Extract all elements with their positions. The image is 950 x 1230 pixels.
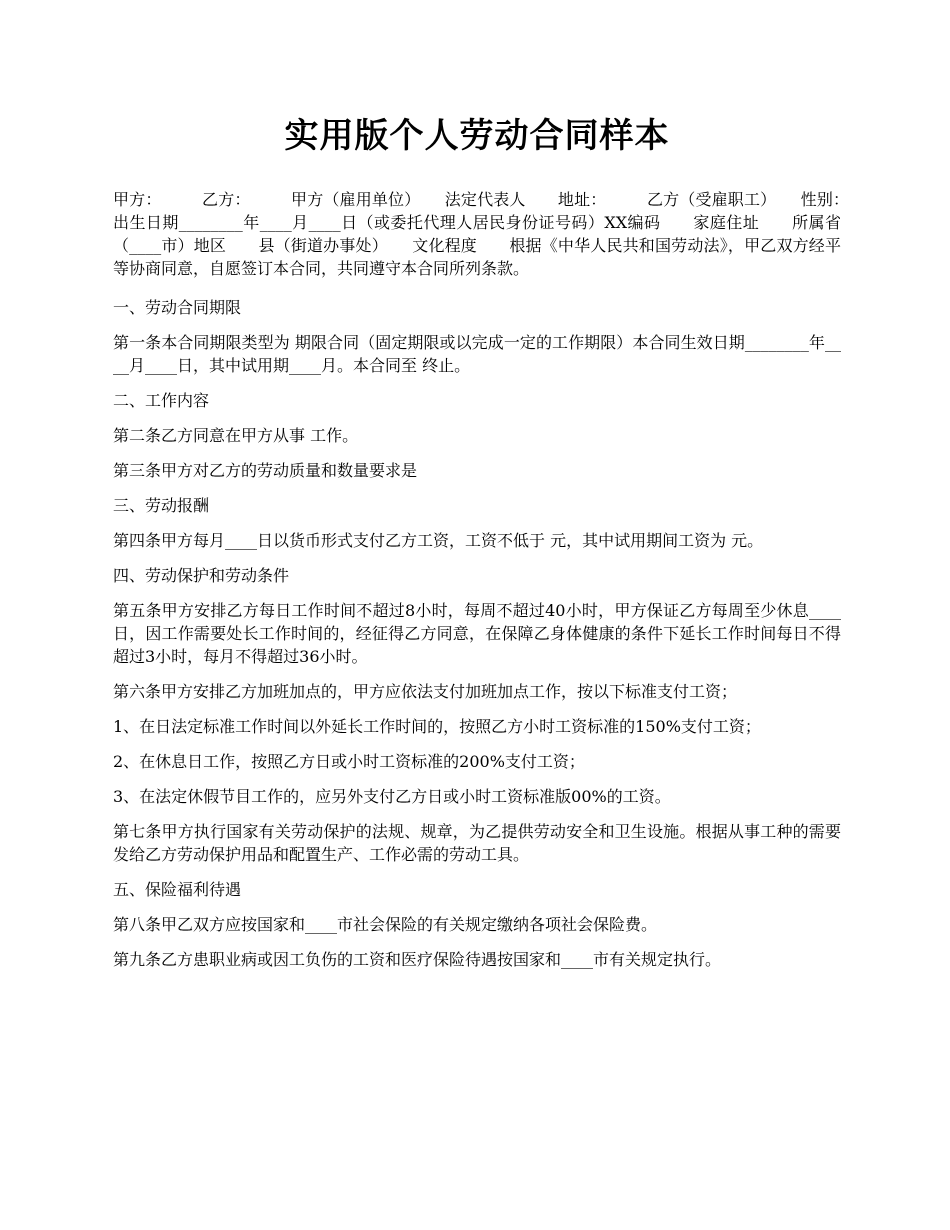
overtime-rule-3: 3、在法定休假节目工作的，应另外支付乙方日或小时工资标准版00%的工资。: [113, 787, 671, 806]
section-heading-contract-term: 一、劳动合同期限: [113, 298, 242, 317]
document-page: [113, 112, 890, 983]
article-5-paragraph: 第五条甲方安排乙方每日工作时间不超过8小时，每周不超过40小时，甲方保证乙方每周至少休息____日，因工作需要处长工作时间的，经征得乙方同意，在保障乙身体健康的条件下延长工作时间每日不得超过3小时，每月不得超过36小时。: [113, 601, 841, 666]
overtime-rule-2: 2、在休息日工作，按照乙方日或小时工资标准的200%支付工资；: [113, 752, 585, 771]
article-7-paragraph: 第七条甲方执行国家有关劳动保护的法规、规章，为乙提供劳动安全和卫生设施。根据从事工种的需要发给乙方劳动保护用品和配置生产、工作必需的劳动工具。: [113, 822, 841, 864]
section-heading-work-content: 二、工作内容: [113, 391, 210, 410]
article-2-paragraph: 第二条乙方同意在甲方从事 工作。: [113, 426, 359, 445]
article-4-paragraph: 第四条甲方每月____日以货币形式支付乙方工资，工资不低于 元，其中试用期间工资为 元。: [113, 531, 764, 550]
section-heading-remuneration: 三、劳动报酬: [113, 496, 210, 515]
article-8-paragraph: 第八条甲乙双方应按国家和____市社会保险的有关规定缴纳各项社会保险费。: [113, 915, 658, 934]
section-heading-labor-protection: 四、劳动保护和劳动条件: [113, 566, 290, 585]
overtime-rule-1: 1、在日法定标准工作时间以外延长工作时间的，按照乙方小时工资标准的150%支付工资；: [113, 717, 761, 736]
article-6-paragraph: 第六条甲方安排乙方加班加点的，甲方应依法支付加班加点工作，按以下标准支付工资；: [113, 682, 738, 701]
section-heading-insurance-benefits: 五、保险福利待遇: [113, 880, 242, 899]
article-1-paragraph: 第一条本合同期限类型为 期限合同（固定期限或以完成一定的工作期限）本合同生效日期________年____月____日，其中试用期____月。本合同至 终止。: [113, 333, 841, 375]
contract-intro-paragraph: 甲方： 乙方： 甲方（雇用单位） 法定代表人 地址： 乙方（受雇职工） 性别： 出生日期________年____月____日（或委托代理人居民身份证号码）XX编码 家庭住址 所属省（____市）地区 县（街道办事处） 文化程度 根据《中华人民共和国劳动法》，甲乙双方经平等协商同意，自愿签订本合同，共同遵守本合同所列条款。: [113, 190, 890, 278]
document-title: 实用版个人劳动合同样本: [284, 116, 670, 156]
article-9-paragraph: 第九条乙方患职业病或因工负伤的工资和医疗保险待遇按国家和____市有关规定执行。: [113, 950, 722, 969]
article-3-paragraph: 第三条甲方对乙方的劳动质量和数量要求是: [113, 461, 418, 480]
